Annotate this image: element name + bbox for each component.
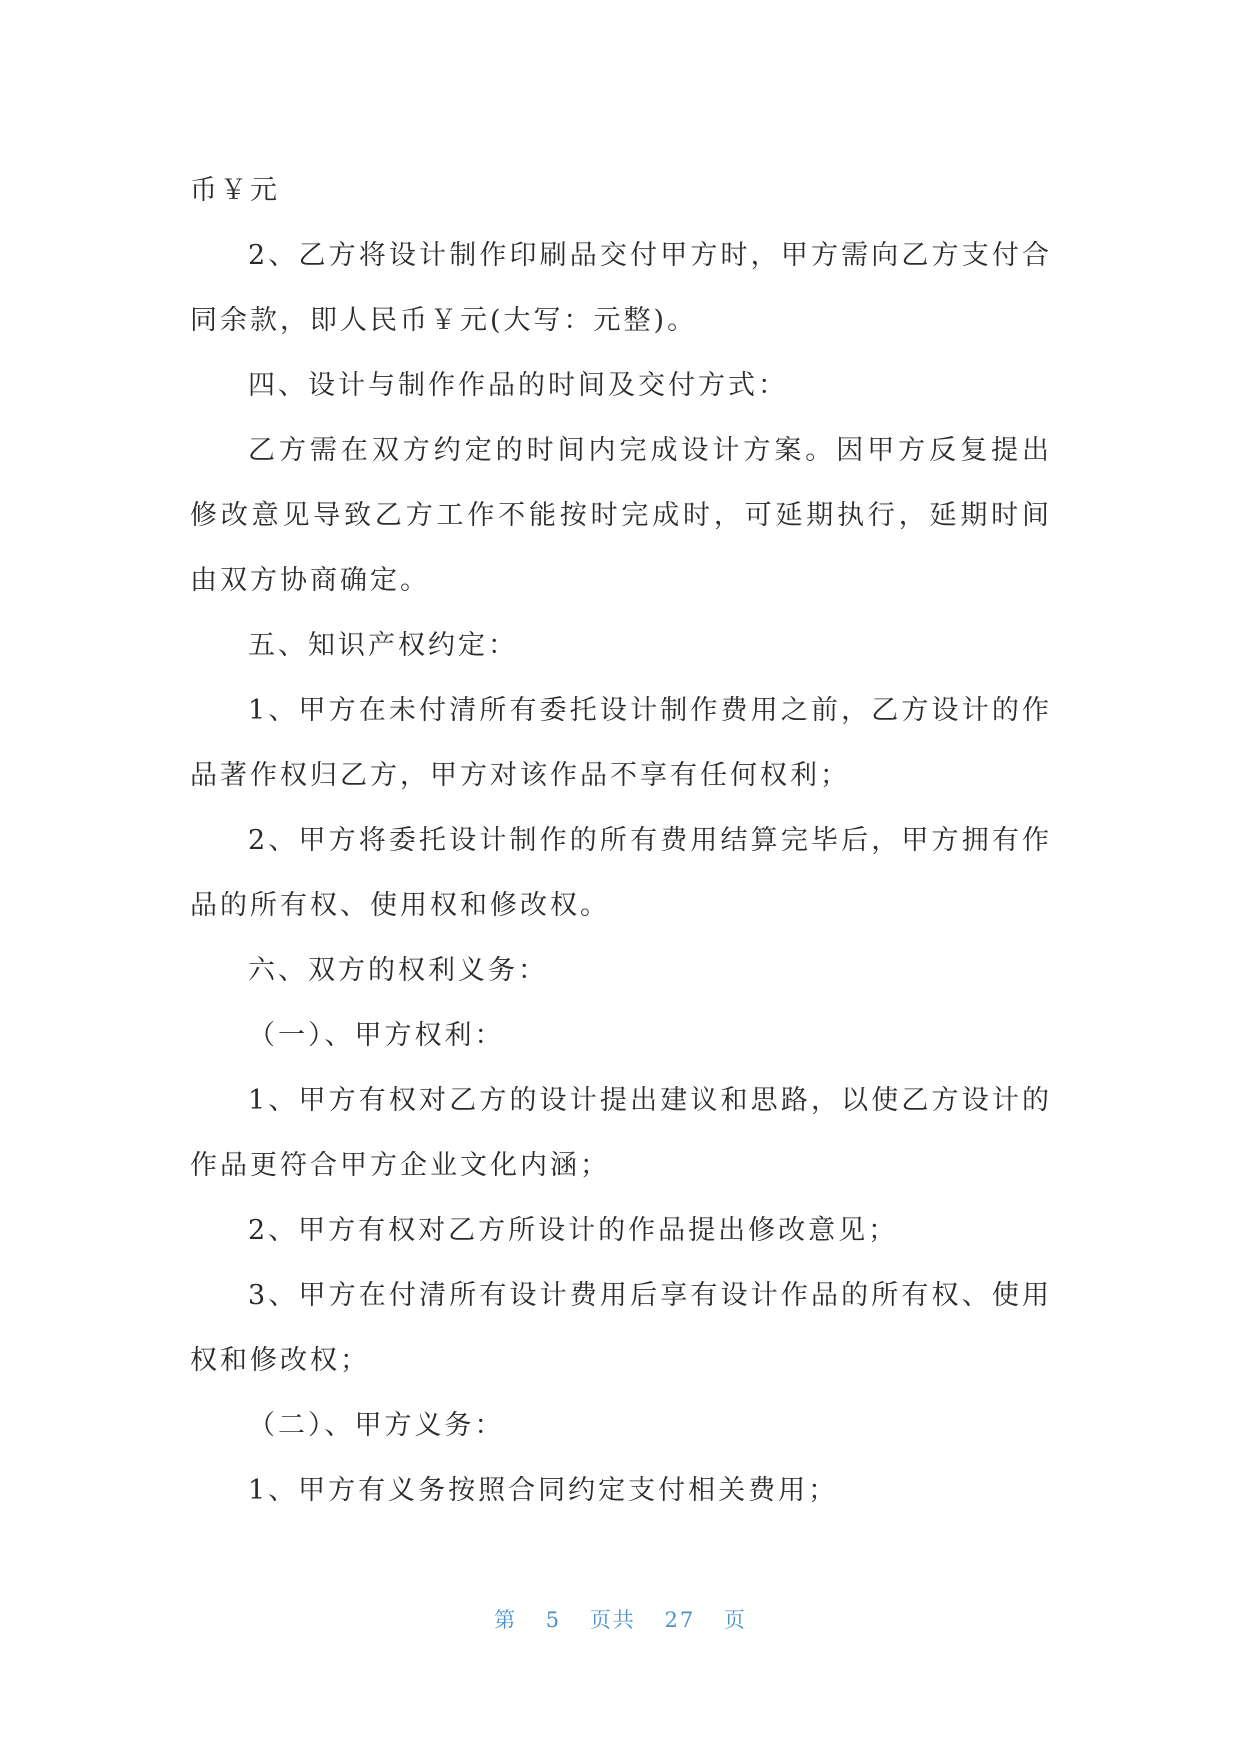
section-heading: 四、设计与制作作品的时间及交付方式： bbox=[248, 370, 788, 401]
paragraph: 币￥元 bbox=[190, 175, 280, 206]
paragraph: 2、乙方将设计制作印刷品交付甲方时，甲方需向乙方支付合同余款，即人民币￥元(大写：元整)。 bbox=[190, 240, 1052, 336]
footer-prefix: 第 bbox=[494, 1608, 518, 1632]
paragraph: 1、甲方有权对乙方的设计提出建议和思路，以使乙方设计的作品更符合甲方企业文化内涵； bbox=[190, 1085, 1052, 1181]
subsection-heading: （一）、甲方权利： bbox=[248, 1020, 505, 1051]
footer-suffix: 页 bbox=[723, 1608, 747, 1632]
paragraph: 乙方需在双方约定的时间内完成设计方案。因甲方反复提出修改意见导致乙方工作不能按时完成时，可延期执行，延期时间由双方协商确定。 bbox=[190, 435, 1052, 596]
paragraph: 1、甲方在未付清所有委托设计制作费用之前，乙方设计的作品著作权归乙方，甲方对该作品不享有任何权利； bbox=[190, 695, 1052, 791]
paragraph: 2、甲方将委托设计制作的所有费用结算完毕后，甲方拥有作品的所有权、使用权和修改权。 bbox=[190, 825, 1052, 921]
footer-page-number: 5 bbox=[545, 1608, 562, 1632]
section-heading: 五、知识产权约定： bbox=[248, 630, 518, 661]
footer-total-pages: 27 bbox=[664, 1608, 696, 1632]
subsection-heading: （二）、甲方义务： bbox=[248, 1410, 505, 1441]
paragraph: 3、甲方在付清所有设计费用后享有设计作品的所有权、使用权和修改权； bbox=[190, 1280, 1052, 1376]
document-body bbox=[190, 158, 1052, 1523]
footer-middle: 页共 bbox=[589, 1608, 636, 1632]
page-footer bbox=[0, 1604, 1241, 1634]
section-heading: 六、双方的权利义务： bbox=[248, 955, 548, 986]
paragraph: 2、甲方有权对乙方所设计的作品提出修改意见； bbox=[248, 1215, 899, 1246]
paragraph: 1、甲方有义务按照合同约定支付相关费用； bbox=[248, 1475, 839, 1506]
